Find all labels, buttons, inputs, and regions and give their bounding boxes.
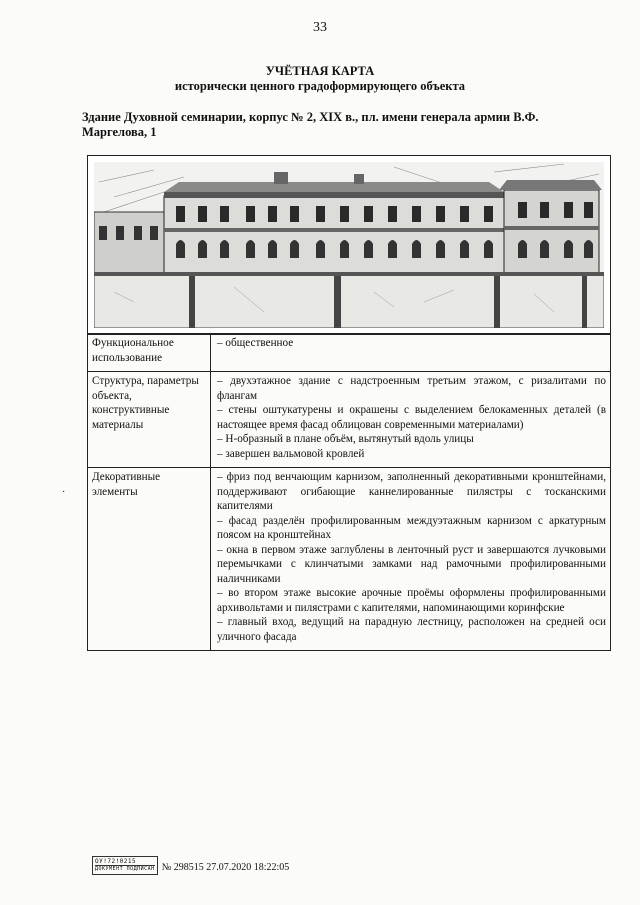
row-item: – фасад разделён профилированным междуэтажным карнизом с аркатурным поясом на кронштейнах (217, 514, 606, 541)
row-label: Структура, параметры объекта, конструктивные материалы (88, 372, 211, 468)
row-item: – общественное (217, 337, 294, 349)
document-heading (0, 64, 640, 94)
signature-stamp (92, 856, 158, 875)
row-item: – завершен вальмовой кровлей (217, 447, 365, 460)
row-label: Функциональное использование (88, 334, 211, 372)
row-label: Декоративные элементы (88, 468, 211, 651)
heading-subtitle: исторически ценного градоформирующего объекта (174, 79, 466, 93)
row-item: – Н-образный в плане объём, вытянутый вдоль улицы (217, 433, 474, 445)
document-registration: № 298515 27.07.2020 18:22:05 (161, 862, 290, 873)
row-item: – стены оштукатурены и окрашены с выделением белокаменных деталей (в настоящее время фасад облицован современными материалами) (217, 404, 606, 431)
row-content (211, 468, 611, 651)
row-item: – фриз под венчающим карнизом, заполненный декоративными кронштейнами, поддерживают огибающие каннелированные пилястры с тосканскими капителями (217, 471, 606, 512)
row-content (211, 372, 611, 468)
stamp-caption: ДОКУМЕНТ ПОДПИСАН (95, 866, 155, 872)
page-number: 33 (313, 20, 327, 35)
margin-dot: · (62, 487, 66, 498)
object-title: Здание Духовной семинарии, корпус № 2, XIX в., пл. имени генерала армии В.Ф. Маргелова, 1 (82, 110, 539, 139)
card-row (88, 334, 611, 372)
stamp-code: ОУ!72!0215 (95, 858, 137, 865)
building-photo (94, 162, 604, 328)
building-photo-frame (87, 155, 611, 335)
row-item: – во втором этаже высокие арочные проёмы оформлены профилированными архивольтами и пилястрами с капителями, напоминающими коринфские (217, 587, 606, 614)
footer (92, 856, 289, 875)
row-item: – двухэтажное здание с надстроенным третьим этажом, с ризалитами по флангам (217, 375, 606, 402)
row-item: – главный вход, ведущий на парадную лестницу, расположен на средней оси уличного фасада (217, 616, 606, 643)
heading-title: УЧЁТНАЯ КАРТА (265, 64, 375, 78)
row-content (211, 334, 611, 372)
row-item: – окна в первом этаже заглублены в ленточный руст и завершаются лучковыми перемычками с клинчатыми замками над рамочными профилированными наличниками (217, 543, 606, 585)
card-row (88, 468, 611, 651)
card-table (87, 333, 611, 651)
card-row (88, 372, 611, 468)
